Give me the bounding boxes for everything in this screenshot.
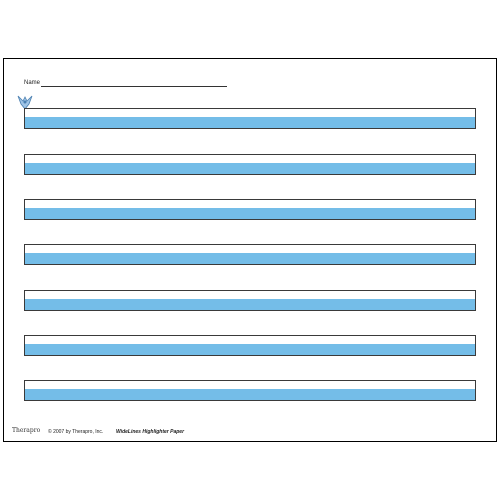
highlight-band	[25, 253, 475, 264]
product-name: WideLines Highlighter Paper	[116, 429, 185, 435]
writing-line	[24, 335, 476, 356]
writing-line	[24, 380, 476, 401]
highlight-band	[25, 299, 475, 310]
name-field-line[interactable]	[41, 86, 227, 87]
writing-line	[24, 199, 476, 220]
name-label: Name	[24, 80, 41, 86]
highlight-band	[25, 163, 475, 174]
writing-line	[24, 154, 476, 175]
writing-line	[24, 290, 476, 311]
writing-line	[24, 244, 476, 265]
highlight-band	[25, 117, 475, 128]
worksheet-page	[3, 58, 497, 442]
highlight-band	[25, 208, 475, 219]
writing-line	[24, 108, 476, 129]
therapro-logo: Therapro	[12, 427, 41, 434]
copyright-text: © 2007 by Therapro, Inc.	[48, 429, 104, 435]
highlight-band	[25, 389, 475, 400]
highlight-band	[25, 344, 475, 355]
